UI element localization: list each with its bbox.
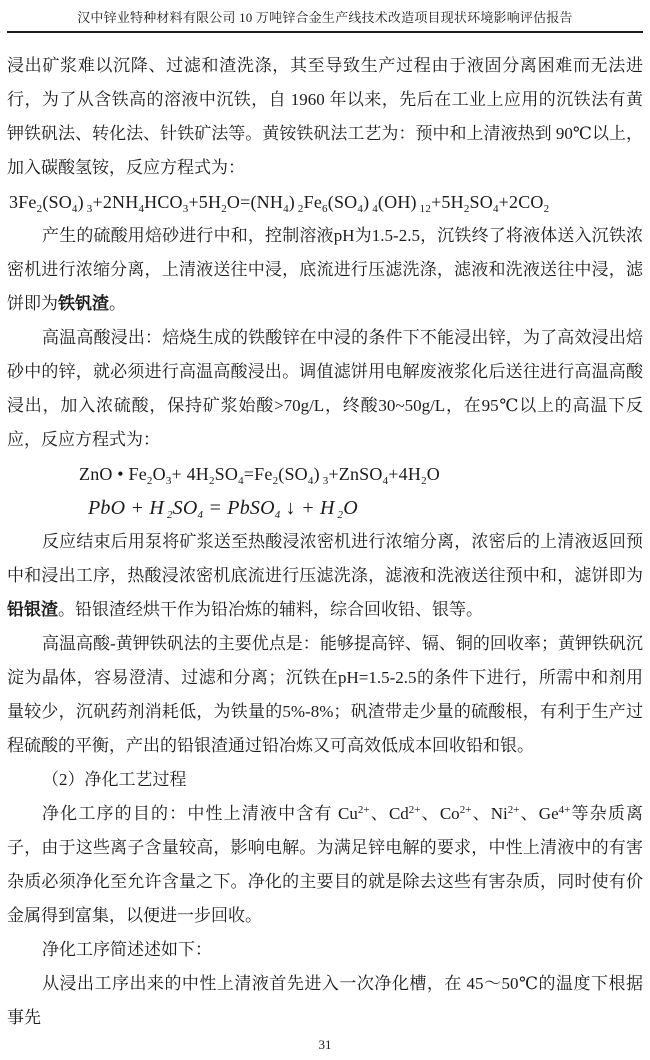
subscript: 4 xyxy=(138,203,145,215)
text-run: Fe xyxy=(303,192,323,212)
equation-ammonium-jarosite xyxy=(7,185,643,219)
text-run: PbO + H xyxy=(88,497,164,519)
text-run: +5H xyxy=(431,192,464,212)
text-run: +ZnSO xyxy=(328,464,383,484)
text-run: 等杂质离子，由于这些离子含量较高，影响电解。为满足锌电解的要求，中性上清液中的有害杂质必须净化至允许含量之下。净化的主要目的就是除去这些有害杂质，同时使有价金属得到富集，以便进一步回收。 xyxy=(7,804,644,925)
subscript: 4 xyxy=(71,203,78,215)
text-run: ) xyxy=(363,192,370,212)
text-run: O xyxy=(426,464,440,484)
subscript: 3 xyxy=(165,475,172,487)
text-run: +2NH xyxy=(92,192,139,212)
text-run: (OH) xyxy=(377,192,417,212)
subscript: 2 xyxy=(294,203,304,215)
subscript: 6 xyxy=(322,203,328,215)
equation-zinc-ferrite xyxy=(7,457,643,491)
superscript: 2+ xyxy=(408,804,421,816)
bold-term: 铁钒渣 xyxy=(58,294,109,313)
text-run: 从浸出工序出来的中性上清液首先进入一次净化槽，在 45～50℃的温度下根据事先 xyxy=(7,974,643,1027)
paragraph-purification-intro xyxy=(7,933,643,967)
superscript: 4+ xyxy=(558,804,571,816)
text-run: =Fe xyxy=(243,464,273,484)
heading-purification-process xyxy=(7,763,643,797)
superscript: 2+ xyxy=(507,804,520,816)
text-run: (SO xyxy=(327,192,358,212)
text-run: (SO xyxy=(42,192,72,212)
page-number: 31 xyxy=(318,1037,332,1052)
text-run: (SO xyxy=(278,464,308,484)
subscript: 12 xyxy=(416,203,432,215)
paragraph-hot-acid-leaching xyxy=(7,321,643,457)
text-run: 产生的硫酸用焙砂进行中和，控制溶液pH为1.5-2.5，沉铁终了将液体送入沉铁浓密机进行浓缩分离，上清液送往中浸，底流进行压滤洗涤，滤液和洗液送往中浸，滤饼即为 xyxy=(7,226,643,313)
text-run: 、Ni xyxy=(471,804,508,823)
text-run: 、Ge xyxy=(519,804,559,823)
text-run: = PbSO xyxy=(203,497,275,519)
subscript: 4 xyxy=(307,475,314,487)
superscript: 2+ xyxy=(357,804,370,816)
subscript: 2 xyxy=(463,203,470,215)
text-run: +4H xyxy=(388,464,422,484)
subscript: 4 xyxy=(283,203,289,215)
text-run: 高温高酸浸出：焙烧生成的铁酸锌在中浸的条件下不能浸出锌，为了高效浸出焙砂中的锌，就必须进行高温高酸浸出。调值滤饼用电解废液浆化后送往进行高温高酸浸出，加入浓硫酸，保持矿浆始酸>70g/L，终酸30~50g/L，在95℃以上的高温下反应，反应方程式为： xyxy=(7,328,643,449)
text-run: 净化工序的目的：中性上清液中含有 Cu xyxy=(42,804,358,823)
text-run: ) xyxy=(313,464,320,484)
paragraph-lead-silver-residue xyxy=(7,525,643,627)
superscript: 2+ xyxy=(459,804,472,816)
subscript: 2 xyxy=(221,203,227,215)
text-run: 、Co xyxy=(420,804,460,823)
text-run: O xyxy=(152,464,166,484)
subscript: 4 xyxy=(238,475,244,487)
document-body xyxy=(7,49,643,1035)
text-run: 、Cd xyxy=(369,804,409,823)
text-run: 。 xyxy=(109,294,126,313)
text-run: O xyxy=(343,497,358,519)
subscript: 4 xyxy=(274,509,281,521)
bold-term: 铅银渣 xyxy=(7,600,58,619)
text-run: O=(NH xyxy=(226,192,284,212)
subscript: 2 xyxy=(272,475,279,487)
paragraph-process-advantages xyxy=(7,627,643,763)
subscript: 4 xyxy=(357,203,364,215)
subscript: 2 xyxy=(421,475,427,487)
subscript: 3 xyxy=(83,203,93,215)
text-run: （2）净化工艺过程 xyxy=(42,770,187,789)
subscript: 4 xyxy=(492,203,499,215)
subscript: 2 xyxy=(208,475,215,487)
subscript: 2 xyxy=(36,203,43,215)
paragraph-purification-purpose xyxy=(7,797,643,933)
equation-lead-sulfate xyxy=(7,491,643,525)
page-header-title: 汉中锌业特种材料有限公司 10 万吨锌合金生产线技术改造项目现状环境影响评估报告 xyxy=(77,10,573,25)
text-run: +2CO xyxy=(498,192,544,212)
text-run: 3Fe xyxy=(9,192,37,212)
subscript: 3 xyxy=(319,475,329,487)
subscript: 2 xyxy=(164,509,173,521)
text-run: HCO xyxy=(144,192,183,212)
text-run: +5H xyxy=(188,192,222,212)
text-run: + 4H xyxy=(171,464,209,484)
text-run: SO xyxy=(469,192,493,212)
text-run: 净化工序简述述如下： xyxy=(42,940,212,959)
text-run: 反应结束后用泵将矿浆送至热酸浸浓密机进行浓缩分离，浓密后的上清液返回预中和浸出工序，热酸浸浓密机底流进行压滤洗涤，滤液和洗液送往预中和，滤饼即为 xyxy=(7,532,643,585)
text-run: ) xyxy=(77,192,84,212)
subscript: 2 xyxy=(146,475,153,487)
text-run: 高温高酸-黄钾铁矾法的主要优点是：能够提高锌、镉、铜的回收率；黄钾铁矾沉淀为晶体，容易澄清、过滤和分离；沉铁在pH=1.5-2.5的条件下进行，所需中和剂用量较少，沉矾药剂消耗低，为铁量的5%-8%；矾渣带走少量的硫酸根，有利于生产过程硫酸的平衡，产出的铅银渣通过铅冶炼又可高效低成本回收铅和银。 xyxy=(7,634,643,755)
subscript: 4 xyxy=(382,475,389,487)
text-run: 。铅银渣经烘干作为铅冶炼的辅料，综合回收铅、银等。 xyxy=(58,600,483,619)
text-run: SO xyxy=(172,497,198,519)
paragraph-leaching-continuation xyxy=(7,49,643,185)
text-run: ) xyxy=(288,192,295,212)
text-run: 浸出矿浆难以沉降、过滤和渣洗涤，其至导致生产过程由于液固分离困难而无法进行，为了从含铁高的溶液中沉铁，自 1960 年以来，先后在工业上应用的沉铁法有黄钾铁矾法、转化法、针铁矿法等。黄铵铁矾法工艺为：预中和上清液热到 90℃以上，加入碳酸氢铵，反应方程式为： xyxy=(7,56,643,177)
subscript: 2 xyxy=(334,509,344,521)
paragraph-first-purification-tank xyxy=(7,967,643,1035)
subscript: 2 xyxy=(543,203,550,215)
subscript: 4 xyxy=(369,203,378,215)
header-rule xyxy=(7,31,643,33)
text-run: ZnO • Fe xyxy=(79,464,147,484)
paragraph-iron-vitriol-residue xyxy=(7,219,643,321)
subscript: 4 xyxy=(197,509,204,521)
subscript: 3 xyxy=(182,203,189,215)
text-run: ↓ + H xyxy=(280,497,335,519)
text-run: SO xyxy=(214,464,239,484)
